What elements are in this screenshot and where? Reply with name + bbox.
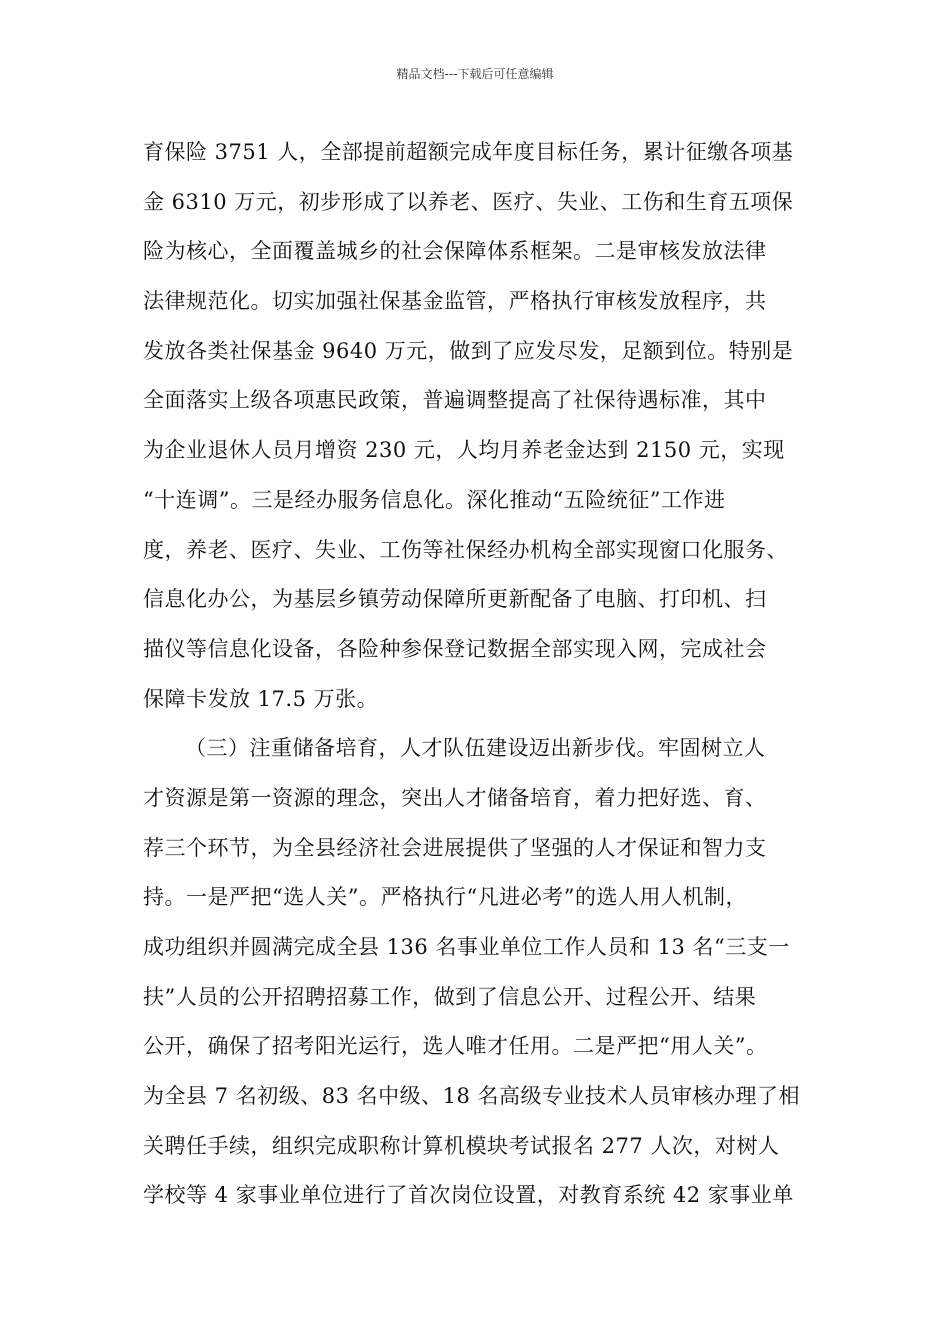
paragraph-social-security bbox=[143, 128, 809, 724]
text-line: 关聘任手续，组织完成职称计算机模块考试报名 277 人次，对树人 bbox=[143, 1133, 780, 1158]
section-heading-line: （三）注重储备培育，人才队伍建设迈出新步伐。牢固树立人 bbox=[185, 736, 766, 761]
text-line: 险为核心，全面覆盖城乡的社会保障体系框架。二是审核发放法律 bbox=[143, 239, 767, 264]
text-line: 发放各类社保基金 9640 万元，做到了应发尽发，足额到位。特别是 bbox=[143, 338, 794, 363]
page-header: 精品文档---下载后可任意编辑 bbox=[396, 67, 554, 81]
text-line: 持。一是严把“选人关”。严格执行“凡进必考”的选人用人机制， bbox=[143, 885, 747, 910]
text-line: 保障卡发放 17.5 万张。 bbox=[143, 686, 379, 711]
text-line: 成功组织并圆满完成全县 136 名事业单位工作人员和 13 名“三支一 bbox=[143, 935, 790, 959]
document-body bbox=[143, 128, 809, 1221]
text-line: 为全县 7 名初级、83 名中级、18 名高级专业技术人员审核办理了相 bbox=[143, 1084, 801, 1109]
text-line: 公开，确保了招考阳光运行，选人唯才任用。二是严把“用人关”。 bbox=[143, 1034, 768, 1059]
text-line: 扶”人员的公开招聘招募工作，做到了信息公开、过程公开、结果 bbox=[143, 984, 757, 1009]
text-line: 学校等 4 家事业单位进行了首次岗位设置，对教育系统 42 家事业单 bbox=[143, 1183, 794, 1208]
text-line: 才资源是第一资源的理念，突出人才储备培育，着力把好选、育、 bbox=[143, 785, 767, 810]
text-line: 为企业退休人员月增资 230 元，人均月养老金达到 2150 元，实现 bbox=[143, 438, 785, 463]
text-line: 全面落实上级各项惠民政策，普遍调整提高了社保待遇标准，其中 bbox=[143, 388, 767, 413]
text-line: 荐三个环节，为全县经济社会进展提供了坚强的人才保证和智力支 bbox=[143, 835, 767, 860]
text-line: 法律规范化。切实加强社保基金监管，严格执行审核发放程序，共 bbox=[143, 289, 767, 314]
text-line: 描仪等信息化设备，各险种参保登记数据全部实现入网，完成社会 bbox=[143, 636, 767, 661]
paragraph-talent-team bbox=[143, 724, 809, 1221]
text-line: 育保险 3751 人，全部提前超额完成年度目标任务，累计征缴各项基 bbox=[143, 140, 794, 164]
text-line: 度，养老、医疗、失业、工伤等社保经办机构全部实现窗口化服务、 bbox=[143, 537, 788, 562]
text-line: 信息化办公，为基层乡镇劳动保障所更新配备了电脑、打印机、扫 bbox=[143, 587, 767, 612]
text-line: 金 6310 万元，初步形成了以养老、医疗、失业、工伤和生育五项保 bbox=[143, 189, 794, 214]
text-line: “十连调”。三是经办服务信息化。深化推动“五险统征”工作进 bbox=[143, 487, 726, 512]
